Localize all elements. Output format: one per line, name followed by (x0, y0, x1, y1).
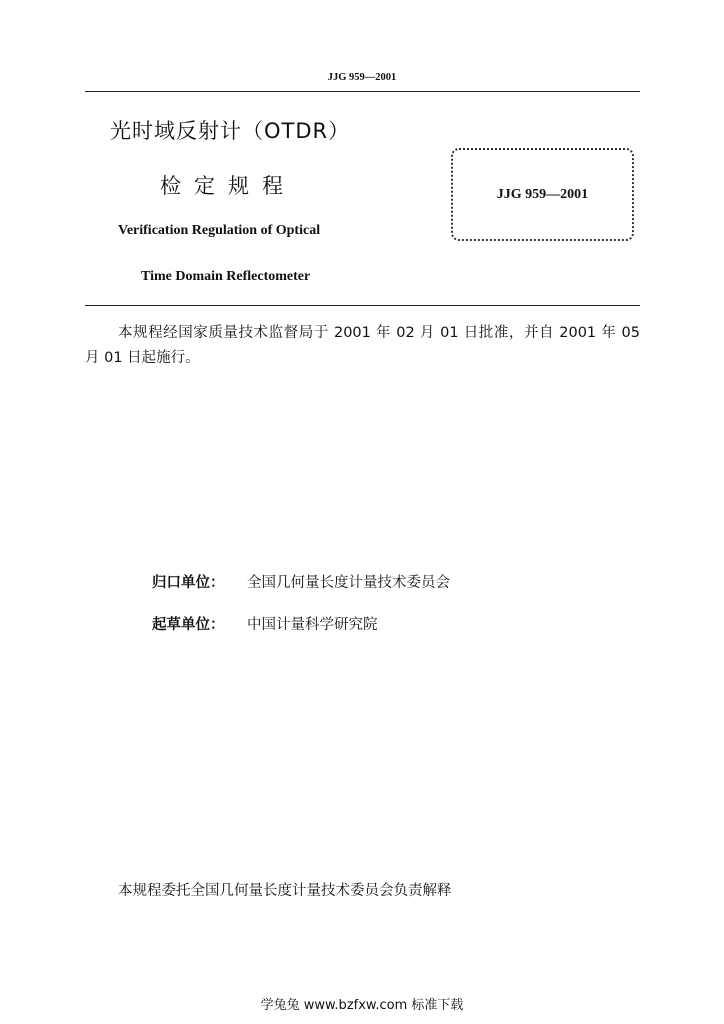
drafting-unit-value: 中国计量科学研究院 (247, 617, 378, 633)
standard-code-box (451, 148, 634, 241)
title-english-line1: Verification Regulation of Optical (118, 223, 321, 238)
standard-code: JJG 959—2001 (496, 186, 589, 202)
responsible-unit-label: 归口单位： (152, 575, 225, 591)
title-chinese: 光时域反射计（OTDR） (110, 119, 351, 143)
drafting-unit-row (152, 613, 378, 634)
footer-watermark: 学兔兔 www.bzfxw.com 标准下载 (260, 998, 464, 1013)
responsible-unit-value: 全国几何量长度计量技术委员会 (247, 575, 450, 591)
drafting-unit-label: 起草单位： (152, 617, 225, 633)
top-divider (85, 91, 640, 92)
title-english-line2: Time Domain Reflectometer (141, 269, 311, 284)
approval-statement: 本规程经国家质量技术监督局于 2001 年 02 月 01 日批准，并自 2001 年 05 月 01 日起施行。 (85, 325, 640, 366)
header-standard-code: JJG 959—2001 (327, 72, 397, 83)
responsible-unit-row (152, 571, 450, 592)
subtitle-chinese: 检定规程 (160, 174, 296, 198)
interpretation-note: 本规程委托全国几何量长度计量技术委员会负责解释 (118, 883, 452, 899)
middle-divider (85, 305, 640, 306)
